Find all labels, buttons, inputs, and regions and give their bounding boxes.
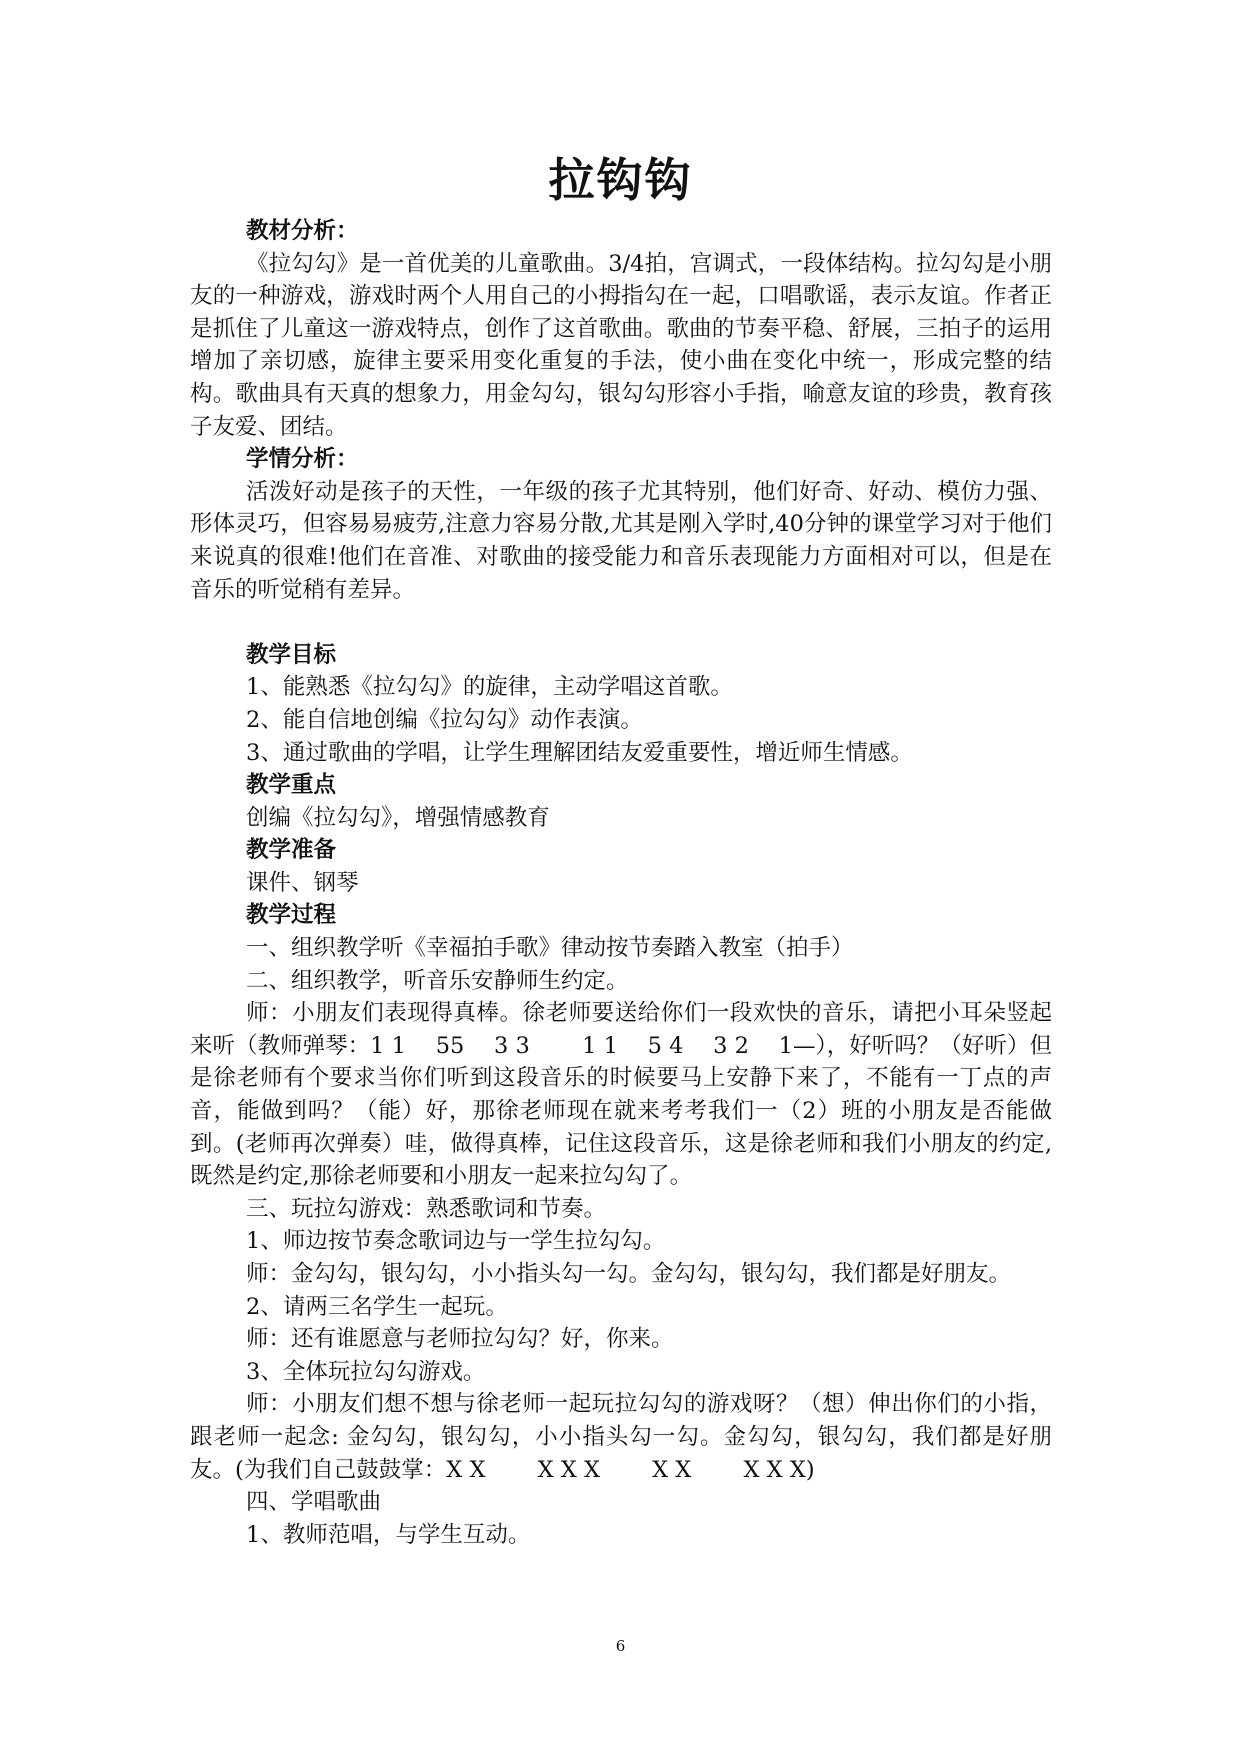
process-paragraph: 3、全体玩拉勾勾游戏。 bbox=[246, 1358, 486, 1385]
blank-line bbox=[190, 606, 1052, 639]
section-heading-student-analysis: 学情分析： bbox=[246, 446, 359, 473]
process-paragraph: 2、请两三名学生一起玩。 bbox=[246, 1293, 508, 1320]
process-paragraph: 四、学唱歌曲 bbox=[246, 1489, 382, 1516]
document-body bbox=[190, 215, 1052, 1551]
goal-item: 3、通过歌曲的学唱，让学生理解团结友爱重要性，增近师生情感。 bbox=[246, 739, 913, 766]
process-paragraph: 1、师边按节奏念歌词边与一学生拉勾勾。 bbox=[246, 1228, 666, 1255]
student-analysis-paragraph: 活泼好动是孩子的天性，一年级的孩子尤其特别，他们好奇、好动、模仿力强、形体灵巧，但容易易疲劳,注意力容易分散,尤其是刚入学时,40分钟的课堂学习对于他们来说真的很难!他们在音准、对歌曲的接受能力和音乐表现能力方面相对可以，但是在音乐的听觉稍有差异。 bbox=[190, 478, 1052, 603]
process-paragraph: 师：还有谁愿意与老师拉勾勾？好，你来。 bbox=[246, 1326, 674, 1353]
goal-item: 2、能自信地创编《拉勾勾》动作表演。 bbox=[246, 706, 643, 733]
teaching-preparation-text: 课件、钢琴 bbox=[246, 869, 359, 896]
goal-item: 1、能熟悉《拉勾勾》的旋律，主动学唱这首歌。 bbox=[246, 674, 733, 701]
page-title: 拉钩钩 bbox=[548, 153, 693, 207]
process-paragraph: 师：小朋友们表现得真棒。徐老师要送给你们一段欢快的音乐，请把小耳朵竖起来听（教师弹琴：1 1 55 3 3 1 1 5 4 3 2 1—），好听吗？（好听）但是徐老师有个要求当你们听到这段音乐的时候要马上安静下来了，不能有一丁点的声音，能做到吗？（能）好，那徐老师现在就来考考我们一（2）班的小朋友是否能做到。(老师再次弹奏）哇，做得真棒，记住这段音乐，这是徐老师和我们小朋友的约定,既然是约定,那徐老师要和小朋友一起来拉勾勾了。 bbox=[190, 1000, 1052, 1190]
section-heading-teaching-process: 教学过程 bbox=[246, 902, 337, 929]
section-heading-teaching-focus: 教学重点 bbox=[246, 772, 337, 799]
page-number: 6 bbox=[615, 1637, 626, 1655]
process-paragraph: 三、玩拉勾游戏：熟悉歌词和节奏。 bbox=[246, 1195, 607, 1222]
section-heading-teaching-preparation: 教学准备 bbox=[246, 837, 337, 864]
process-paragraph: 1、教师范唱，与学生互动。 bbox=[246, 1521, 531, 1548]
process-paragraph: 师：小朋友们想不想与徐老师一起玩拉勾勾的游戏呀？（想）伸出你们的小指，跟老师一起念: 金勾勾，银勾勾，小小指头勾一勾。金勾勾，银勾勾，我们都是好朋友。(为我们自己鼓鼓掌：X X X X X X X X X X) bbox=[190, 1391, 1052, 1483]
process-paragraph: 一、组织教学听《幸福拍手歌》律动按节奏踏入教室（拍手） bbox=[246, 935, 854, 962]
section-heading-material-analysis: 教材分析： bbox=[246, 218, 359, 244]
teaching-focus-text: 创编《拉勾勾》，增强情感教育 bbox=[246, 804, 550, 831]
material-analysis-paragraph: 《拉勾勾》是一首优美的儿童歌曲。3/4拍，宫调式，一段体结构。拉勾勾是小朋友的一种游戏，游戏时两个人用自己的小拇指勾在一起，口唱歌谣，表示友谊。作者正是抓住了儿童这一游戏特点，创作了这首歌曲。歌曲的节奏平稳、舒展，三拍子的运用增加了亲切感，旋律主要采用变化重复的手法，使小曲在变化中统一，形成完整的结构。歌曲具有天真的想象力，用金勾勾，银勾勾形容小手指，喻意友谊的珍贵，教育孩子友爱、团结。 bbox=[190, 250, 1052, 440]
process-paragraph: 二、组织教学，听音乐安静师生约定。 bbox=[246, 967, 629, 994]
section-heading-teaching-goals: 教学目标 bbox=[246, 641, 337, 668]
process-paragraph: 师：金勾勾，银勾勾，小小指头勾一勾。金勾勾，银勾勾，我们都是好朋友。 bbox=[246, 1261, 1012, 1287]
